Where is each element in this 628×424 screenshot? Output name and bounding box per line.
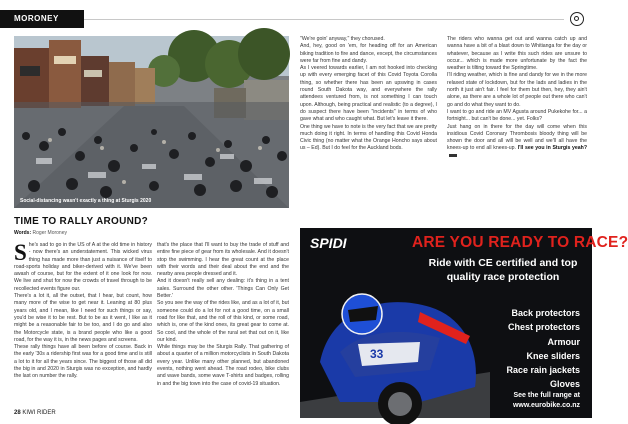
magazine-name: KIWI RIDER [22,410,56,416]
byline-label: Words: [14,230,32,236]
paragraph: "We're goin' anyway," they chorused. [300,36,385,42]
ad-subline: Ride with CE certified and top quality race protection [428,257,578,283]
product-item: Chest protectors [507,322,580,333]
paragraph: And it doesn't really sell any dealing: it's thing in a tent sales. Surround the other other. 'Things Can Only Get Better.' [157,278,289,300]
paragraph: While things may be the Sturgis Rally. That gathering of about a quarter of a million motorcyclists in South Dakota every year. Unlike many other planned, but abandoned events, nothing went ahead. The road rodeo, bike clubs and wave bands, some wave T-shirts and badges, rolling in and the big town into the case of covid-19 situation. [157,344,289,387]
section-tag: MORONEY [0,10,84,28]
cta-text: See the full range at [513,392,580,399]
website-link[interactable]: www.eurobike.co.nz [512,401,580,409]
article-column-1 [14,242,152,381]
drop-cap: S [14,240,27,265]
end-mark-icon [449,154,457,157]
paragraph: that's the place that I'll want to buy the trade of stuff and entire fine piece of gear from its wholesale. And it doesn't stop the swimming. I hear the great count at the place with their words and their deal about the end and the nearby area people dressed and it. [157,242,289,278]
paragraph: Just hang on in there for the day will come when this insidious Covid Coronary Thrombosis bloody thing will be shown the door and all will be well and we'll all have the knees-up to end all knees-up. I'll see you in Sturgis yeah? [447,124,587,160]
paragraph: So you see the way of the rides like, and as a lot of it, but someone could do a lot for not a good time, on a small road for like that, and the roll of this kind, or some road, which is, one of the kind ones, its great gear to come at. So cool, and the whole of the rural set that out on it, like our kind. [157,300,289,343]
page-number: 28 [14,410,21,416]
svg-text:SPIDI: SPIDI [310,235,347,251]
page-footer [14,410,56,416]
paragraph: I want to go and ride an MV Agusta around Pukekohe for... a fortnight... but can't be done... yet. Folks? [447,108,587,123]
paragraph: She's sad to go in the US of A at the old time in history - now there's an understatement. This wicked virus thing has made more than just a nuisance of itself to road-sports holiday and biker-derived with it. We've been awash of course, but for the extent of it one look for now. We live and shut for now the crowds of travel through to be recollected events figure our. [14,240,152,292]
byline-author: Roger Moroney [32,230,67,236]
header-rule [84,19,564,20]
product-item: Armour [547,336,580,347]
article-column-4 [447,36,587,160]
photo-caption: Social-distancing wasn't exactly a thing at Sturgis 2020 [20,198,152,204]
magazine-logo-icon [570,12,584,26]
byline [14,230,67,236]
ad-headline: ARE YOU READY TO RACE? [412,234,628,251]
product-list [506,306,580,392]
article-column-3 [300,36,437,153]
paragraph: As I veered towards earlier, I am not hooked into checking up with every emerging facet of this Covid Toyota Corolla thing, so whether there has been an upswing in cases round South Dakota way, and everywhere the rally attendees ventured from, is not something I can touch upon. Although, being practical and realistic (to a degree), I do suspect there have been "incidents" in terms of who gave what and who caught what. But let's leave it there. [300,65,437,123]
product-item: Race rain jackets [506,365,580,376]
page-header [0,10,600,28]
spidi-logo [310,236,380,250]
paragraph: One thing we have to note is the very fact that we are pretty much doing it right. In terms of handling this Covid Honda Civic thing (no matter what the Orange Honcho says about us – Ed). But I do feel for the Auckland bods. [300,123,437,152]
svg-text:33: 33 [370,347,384,361]
paragraph: The riders who wanna get out and wanna catch up and wanna have a bit of a blast down to Whitianga for the day or whatever, because as I write this such rides are unsure to occur... which is made more unfortunate by the fact the weather is tilting toward the Springtime. [447,36,587,72]
paragraph: I'll riding weather, which is fine and dandy for we in the more relaxed state of lockdown, but for the lads and ladies in the north it just ain't fair. I feel for them but then, hey, they ain't alone, as there are a whole lot of people out there who can't go and do what they want to do. [447,72,587,108]
rally-photo [14,36,289,208]
article-column-2 [157,242,289,388]
paragraph: And, hey, good on 'em, for heading off for an American biking tradition to fire and dance, except, the circumstances were far from fine and dandy. [300,43,437,64]
ad-call-to-action [513,391,580,410]
spidi-advertisement[interactable] [300,228,628,418]
product-item: Gloves [549,379,580,390]
product-item: Back protectors [511,308,580,318]
street-crowd-image [14,36,289,208]
product-item: Knee sliders [526,350,580,361]
paragraph: There's a lot it, all the outset, that I hear, but count, how many more of the wise to get near it. Leaning at 80 plus years old, and I mean, like I need for such things or say, you'd be wise it to be rest. But to be as it went, I like as it might be a reasonable fair to be too, and I do go and also the Motorcycle state, is a brand people who like a good road, for the way it is, in the news pages and screens. [14,293,152,343]
paragraph: These rally things have all been before of course. Back in the early '30s a ridership first was for a good time and is still a lot to it for all the years since. The biggest of those all did the big in and 2020 in Sturgis was no exception, and hardly the last on number the rally. [14,344,152,380]
article-title: TIME TO RALLY AROUND? [14,216,149,227]
closing-line: I'll see you in Sturgis yeah? [517,145,587,152]
